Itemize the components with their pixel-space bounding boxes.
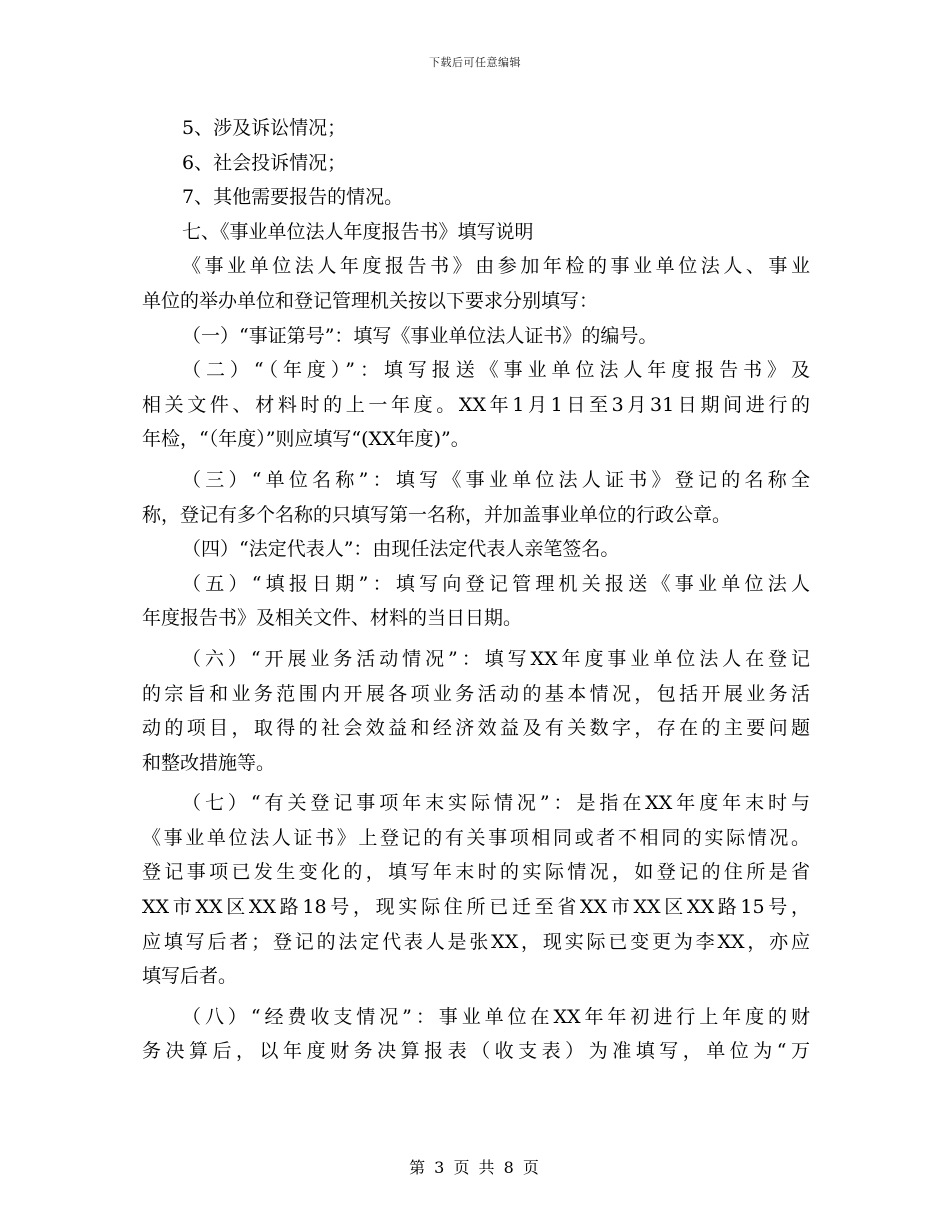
text-line: （五）“填报日期”：填写向登记管理机关报送《事业单位法人 xyxy=(182,572,810,595)
paragraph xyxy=(142,567,810,636)
text-line: （三）“单位名称”：填写《事业单位法人证书》登记的名称全 xyxy=(182,468,810,491)
text-line: （六）“开展业务活动情况”：填写XX年度事业单位法人在登记 xyxy=(182,647,810,670)
text-line: 5、涉及诉讼情况； xyxy=(182,117,347,139)
text-line: 七、《事业单位法人年度报告书》填写说明 xyxy=(182,220,534,243)
text-line: 年检，“（年度）”则应填写“(XX年度)”。 xyxy=(142,428,470,451)
paragraph xyxy=(142,532,810,567)
text-line: 6、社会投诉情况； xyxy=(182,151,347,174)
paragraph xyxy=(142,180,810,215)
text-line: 务决算后，以年度财务决算报表（收支表）为准填写，单位为“万 xyxy=(142,1040,810,1063)
text-line: 《事业单位法人年度报告书》由参加年检的事业单位法人、事业 xyxy=(182,255,810,278)
text-line: XX市XX区XX路18号，现实际住所已迁至省XX市XX区XX路15号， xyxy=(142,896,810,919)
page-header: 下载后可任意编辑 xyxy=(429,56,521,69)
paragraph xyxy=(142,319,810,354)
text-line: 单位的举办单位和登记管理机关按以下要求分别填写： xyxy=(142,289,599,312)
paragraph xyxy=(142,249,810,318)
paragraph xyxy=(142,1000,810,1069)
text-line: 填写后者。 xyxy=(142,965,238,988)
text-line: （八）“经费收支情况”：事业单位在XX年年初进行上年度的财 xyxy=(182,1005,810,1028)
text-line: 《事业单位法人证书》上登记的有关事项相同或者不相同的实际情况。 xyxy=(142,826,810,849)
text-line: 相关文件、材料时的上一年度。XX年1月1日至3月31日期间进行的 xyxy=(142,393,810,416)
text-line: 动的项目，取得的社会效益和经济效益及有关数字，存在的主要问题 xyxy=(142,717,810,740)
paragraph xyxy=(142,786,810,994)
paragraph xyxy=(142,111,810,146)
text-line: 称，登记有多个名称的只填写第一名称，并加盖事业单位的行政公章。 xyxy=(142,503,732,526)
section-heading xyxy=(142,215,810,250)
paragraph xyxy=(142,353,810,457)
paragraph xyxy=(142,642,810,780)
page-number-footer: 第 3 页 共 8 页 xyxy=(409,1158,541,1177)
paragraph xyxy=(142,463,810,532)
text-line: （二）“（年度）”：填写报送《事业单位法人年度报告书》及 xyxy=(182,359,810,382)
text-line: 和整改措施等。 xyxy=(142,751,276,774)
text-line: 年度报告书》及相关文件、材料的当日日期。 xyxy=(142,607,523,630)
text-line: 7、其他需要报告的情况。 xyxy=(182,186,404,209)
text-line: （四）“法定代表人”：由现任法定代表人亲笔签名。 xyxy=(182,538,620,561)
text-line: （七）“有关登记事项年末实际情况”：是指在XX年度年末时与 xyxy=(182,792,810,815)
paragraph xyxy=(142,146,810,181)
document-body xyxy=(142,111,810,1069)
text-line: 登记事项已发生变化的，填写年末时的实际情况，如登记的住所是省 xyxy=(142,861,810,884)
text-line: （一）“事证第号”：填写《事业单位法人证书》的编号。 xyxy=(182,324,658,347)
text-line: 应填写后者；登记的法定代表人是张XX，现实际已变更为李XX，亦应 xyxy=(142,930,810,953)
text-line: 的宗旨和业务范围内开展各项业务活动的基本情况，包括开展业务活 xyxy=(142,682,810,705)
